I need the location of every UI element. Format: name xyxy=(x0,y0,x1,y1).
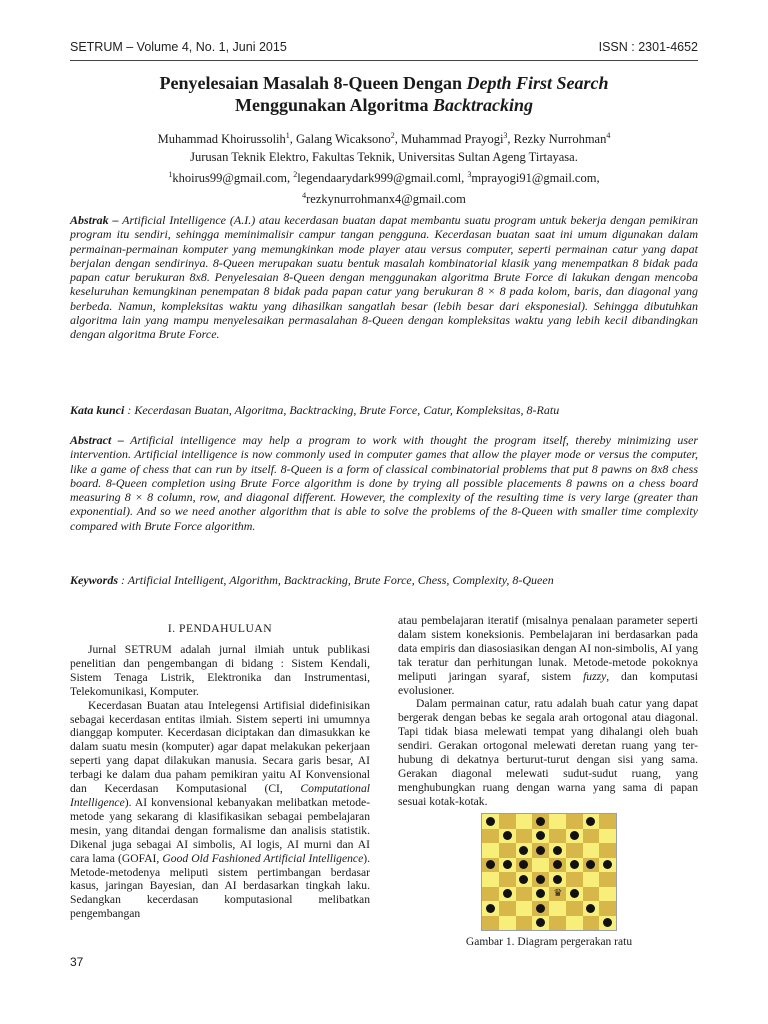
board-square xyxy=(516,829,533,844)
reachable-square-marker xyxy=(503,860,512,869)
reachable-square-marker xyxy=(570,831,579,840)
board-square xyxy=(599,887,616,902)
reachable-square-marker xyxy=(536,817,545,826)
reachable-square-marker xyxy=(570,860,579,869)
right-column xyxy=(398,614,698,809)
reachable-square-marker xyxy=(519,875,528,884)
reachable-square-marker xyxy=(586,904,595,913)
board-square xyxy=(532,858,549,873)
board-square xyxy=(549,872,566,887)
reachable-square-marker xyxy=(536,875,545,884)
reachable-square-marker xyxy=(519,846,528,855)
author-emails: $^1$khoirus99@gmail.com, $^2$legendaarydark999@gmail.coml, $^3$mprayogi91@gmail.com, xyxy=(168,170,600,186)
board-square xyxy=(583,916,600,931)
abstract-text: Artificial intelligence may help a program to work with thought the program itself, thereby minimizing user intervention. Artificial intelligence is now commonly used in computer games that allow the player mode or versus the computer, like a game of chess that can run by itself. 8-Queen is a form of classical combinatorial problems that put 8 pawns on 8x8 chess board. 8-Queen completion using Brute Force algorithm is done by trying all possible placements 8 pawns on a chess board measuring 8 × 8 column, row, and diagonal different. However, the complexity of the resulting time is very large (greater than exponential). And so we need another algorithm that is able to solve the problems of the 8-Queen with smaller time complexity compared with Brute Force algorithm. xyxy=(70,433,698,533)
board-square xyxy=(583,901,600,916)
board-square xyxy=(482,901,499,916)
reachable-square-marker xyxy=(536,918,545,927)
board-square xyxy=(599,872,616,887)
title-line-1: Penyelesaian Masalah 8-Queen Dengan Depth First Search xyxy=(159,73,609,93)
kata-kunci: Kata kunci : Kecerdasan Buatan, Algoritma, Backtracking, Brute Force, Catur, Kompleksitas, 8-Ratu xyxy=(70,403,560,417)
abstrak xyxy=(70,213,698,342)
board-square xyxy=(499,858,516,873)
board-square xyxy=(599,901,616,916)
board-square xyxy=(532,887,549,902)
board-square xyxy=(499,901,516,916)
board-square xyxy=(583,814,600,829)
board-square xyxy=(499,916,516,931)
reachable-square-marker xyxy=(586,860,595,869)
author-block xyxy=(70,127,698,208)
reachable-square-marker xyxy=(536,831,545,840)
board-square xyxy=(516,858,533,873)
board-square xyxy=(566,916,583,931)
abstract-en xyxy=(70,433,698,533)
reachable-square-marker xyxy=(486,904,495,913)
page-header xyxy=(70,40,698,60)
reachable-square-marker xyxy=(486,817,495,826)
title-line-2: Menggunakan Algoritma Backtracking xyxy=(234,95,534,115)
board-square xyxy=(566,901,583,916)
board-square xyxy=(566,814,583,829)
author-email-4: $^4$rezkynurrohmanx4@gmail.com xyxy=(302,191,466,207)
board-square xyxy=(532,916,549,931)
board-square xyxy=(499,843,516,858)
board-square xyxy=(499,829,516,844)
paragraph: Dalam permainan catur, ratu adalah buah catur yang dapat bergerak dengan bebas ke segala arah ortogonal atau diagonal. Tapi tidak biasa melewati tempat yang dihalangi oleh buah sendiri. Gerakan ortogonal melewati deretan ruang yang ter-hubung di dekatnya berturut-turut dengan sisi yang sama. Gerakan diagonal melewati sudut-sudut ruang, yang menghubungkan ruang dengan warna yang sama di papan sesuai kotak-kotak. xyxy=(398,697,698,808)
paragraph: Kecerdasan Buatan atau Intelegensi Artifisial didefinisikan sebagai kecerdasan entitas ilmiah. Sistem seperti ini umumnya dianggap komputer. Kecerdasan diciptakan dan dimasukkan ke dalam suatu mesin (komputer) agar dapat melakukan pekerjaan seperti yang dapat dilakukan manusia. Secara garis besar, AI terbagi ke dalam dua paham pemikiran yaitu AI Konvensional dan Kecerdasan Komputasional (CI, Computational Intelligence). AI konvensional kebanyakan melibatkan metode-metode yang sekarang di klasifikasikan sebagai pembelajaran mesin, yang ditandai dengan formalisme dan analisis statistik. Dikenal juga sebagai AI simbolis, AI logis, AI murni dan AI cara lama (GOFAI, Good Old Fashioned Artificial Intelligence). Metode-metodenya meliputi sistem pertimbangan berdasar kasus, jaringan Bayesian, dan AI berdasarkan tingkah laku. Sedangkan kecerdasan komputasional melibatkan pengembangan xyxy=(70,698,370,921)
board-square xyxy=(599,843,616,858)
board-square xyxy=(482,829,499,844)
board-square xyxy=(549,916,566,931)
keywords: Keywords : Artificial Intelligent, Algorithm, Backtracking, Brute Force, Chess, Complexity, 8-Queen xyxy=(70,573,554,587)
board-square xyxy=(599,814,616,829)
board-square xyxy=(532,829,549,844)
reachable-square-marker xyxy=(503,889,512,898)
board-square xyxy=(549,887,566,902)
affiliation: Jurusan Teknik Elektro, Fakultas Teknik, Universitas Sultan Ageng Tirtayasa. xyxy=(190,150,578,165)
board-square xyxy=(482,916,499,931)
reachable-square-marker xyxy=(570,889,579,898)
board-square xyxy=(482,814,499,829)
board-square xyxy=(599,916,616,931)
figure-caption: Gambar 1. Diagram pergerakan ratu xyxy=(465,936,633,948)
abstrak-text: Artificial Intelligence (A.I.) atau kecerdasan buatan dapat membantu suatu program untuk bekerja dengan pemikiran program itu sendiri, sehingga meminimalisir campur tangan pengguna. Kecerdasan buatan saat ini umum digunakan dalam permainan-permainan komputer yang memungkinkan mode player atau versus computer, seperti permainan catur yang dapat berjalan dengan sendirinya. 8-Queen merupakan suatu bentuk masalah kombinatorial klasik yang menempatkan 8 bidak pada papan catur berukuran 8x8. Penyelesaian 8-Queen dengan menggunakan algoritma Brute Force di lakukan dengan mencoba keseluruhan kemungkinan penempatan 8 bidak pada papan catur yang berukuran 8 × 8 pada kolom, baris, dan diagonal yang berbeda. Namun, kompleksitas waktu yang dihasilkan sangatlah besar (lebih besar dari eksponesial). Sehingga dibutuhkan algoritma lain yang mampu menyelesaikan permasalahan 8-Queen dengan kompleksitas waktu yang lebih kecil dibandingkan dengan algoritma Brute Force. xyxy=(70,213,699,342)
board-square xyxy=(549,829,566,844)
journal-info: SETRUM – Volume 4, No. 1, Juni 2015 xyxy=(70,40,287,54)
board-square xyxy=(532,901,549,916)
reachable-square-marker xyxy=(503,831,512,840)
queen-move-diagram xyxy=(481,813,617,931)
reachable-square-marker xyxy=(553,875,562,884)
left-column xyxy=(70,643,370,921)
board-square xyxy=(566,858,583,873)
board-square xyxy=(482,843,499,858)
board-square xyxy=(516,814,533,829)
paragraph: atau pembelajaran iteratif (misalnya penalaan parameter seperti dalam sistem koneksionis. Pembelajaran ini berdasarkan pada data empiris dan diasosiasikan dengan AI non-simbolis, AI yang tak teratur dan perhitungan lunak. Metode-metode pokoknya meliputi jaringan syaraf, sistem fuzzy, dan komputasi evolusioner. xyxy=(398,614,698,697)
section-heading: I. PENDAHULUAN xyxy=(167,622,273,635)
header-rule xyxy=(70,60,698,61)
reachable-square-marker xyxy=(536,889,545,898)
reachable-square-marker xyxy=(603,860,612,869)
queen-piece: ♛ xyxy=(553,887,563,899)
issn: ISSN : 2301-4652 xyxy=(598,40,698,54)
reachable-square-marker xyxy=(536,904,545,913)
board-square xyxy=(583,872,600,887)
board-square xyxy=(566,829,583,844)
board-square xyxy=(482,872,499,887)
board-square xyxy=(499,887,516,902)
board-square xyxy=(516,916,533,931)
kata-kunci-label: Kata kunci xyxy=(70,403,125,417)
board-square xyxy=(499,814,516,829)
author-names: Muhammad Khoirussolih$^1$, Galang Wicaksono$^2$, Muhammad Prayogi$^3$, Rezky Nurrohman$^4$ xyxy=(157,131,611,147)
reachable-square-marker xyxy=(553,860,562,869)
abstract-label: Abstract – xyxy=(70,433,124,447)
board-square xyxy=(482,887,499,902)
board-square xyxy=(532,814,549,829)
board-square xyxy=(499,872,516,887)
reachable-square-marker xyxy=(553,846,562,855)
board-square xyxy=(516,872,533,887)
board-square xyxy=(516,901,533,916)
board-square xyxy=(532,872,549,887)
reachable-square-marker xyxy=(536,846,545,855)
keywords-label: Keywords xyxy=(70,573,118,587)
board-square xyxy=(549,843,566,858)
board-square xyxy=(516,843,533,858)
board-square xyxy=(549,814,566,829)
board-square xyxy=(583,829,600,844)
board-square xyxy=(532,843,549,858)
reachable-square-marker xyxy=(519,860,528,869)
board-square xyxy=(583,887,600,902)
board-square xyxy=(482,858,499,873)
reachable-square-marker xyxy=(586,817,595,826)
paper-title xyxy=(70,72,698,116)
board-square xyxy=(599,858,616,873)
board-square xyxy=(566,887,583,902)
board-square xyxy=(566,843,583,858)
board-square xyxy=(583,843,600,858)
abstrak-label: Abstrak – xyxy=(70,213,119,227)
reachable-square-marker xyxy=(603,918,612,927)
board-square xyxy=(549,901,566,916)
board-square xyxy=(516,887,533,902)
board-square xyxy=(599,829,616,844)
page-number: 37 xyxy=(70,955,84,969)
board-square xyxy=(583,858,600,873)
board-square xyxy=(549,858,566,873)
paragraph: Jurnal SETRUM adalah jurnal ilmiah untuk publikasi penelitian dan pengembangan di bidang : Sistem Kendali, Sistem Tenaga Listrik, Elektronika dan Instrumentasi, Telekomunikasi, Komputer. xyxy=(70,643,370,698)
board-square xyxy=(566,872,583,887)
reachable-square-marker xyxy=(486,860,495,869)
